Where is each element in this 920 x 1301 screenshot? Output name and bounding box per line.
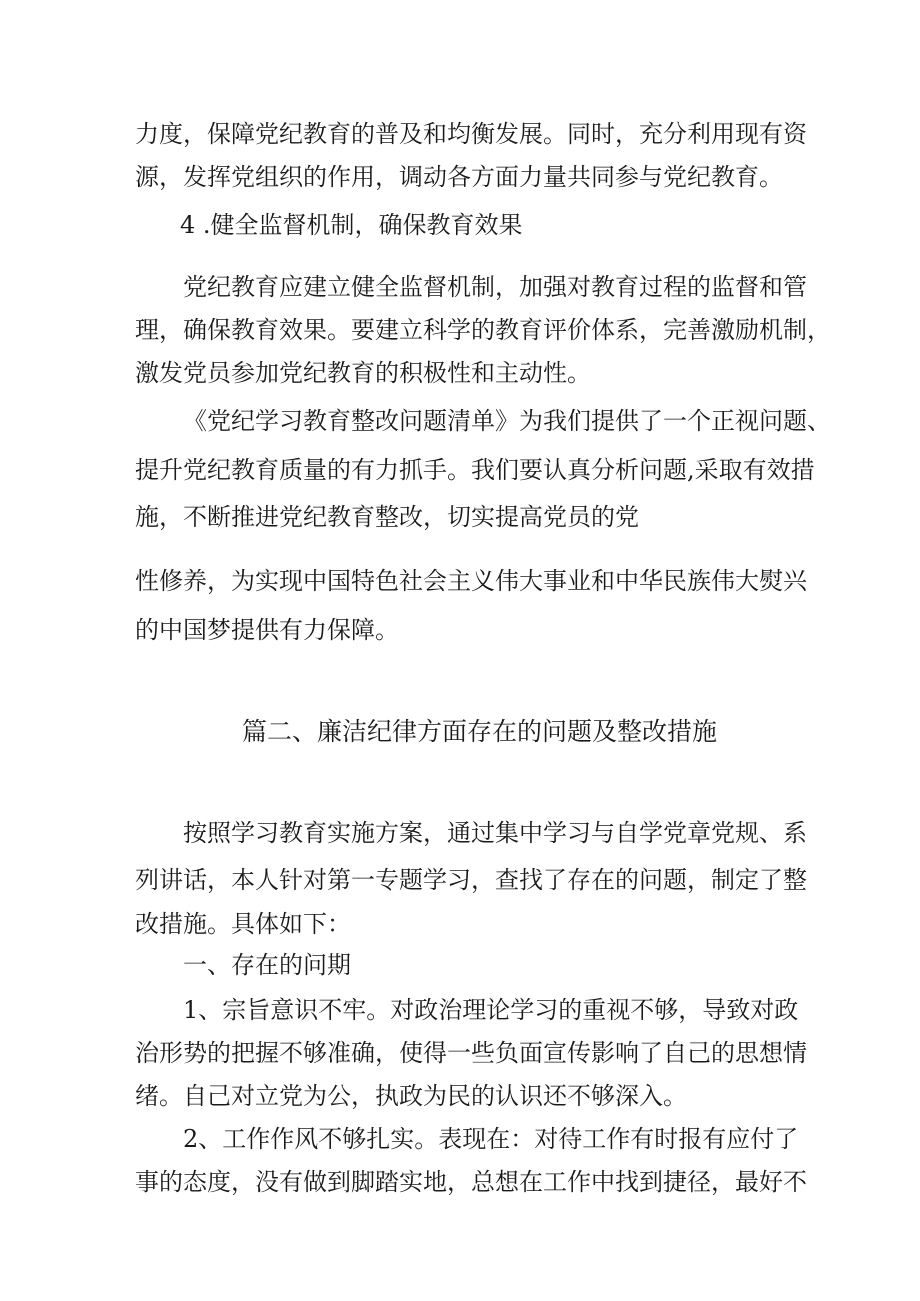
paragraph-line: 列讲话，本人针对第一专题学习，查找了存在的问题，制定了整 (135, 866, 807, 894)
subsection-title: 一、存在的问期 (183, 951, 351, 979)
paragraph-line: 1、宗旨意识不牢。对政治理论学习的重视不够，导致对政 (183, 996, 799, 1024)
paragraph-line: 改措施。具体如下： (135, 910, 351, 938)
paragraph-line: 《党纪学习教育整改问题清单》为我们提供了一个正视问题、 (183, 407, 831, 435)
paragraph-line: 绪。自己对立党为公，执政为民的认识还不够深入。 (135, 1082, 687, 1110)
paragraph-line: 的中国梦提供有力保障。 (135, 616, 399, 644)
paragraph-line: 事的态度，没有做到脚踏实地，总想在工作中找到捷径，最好不 (135, 1168, 807, 1196)
section-title: 篇二、廉洁纪律方面存在的问题及整改措施 (242, 717, 718, 746)
paragraph-line: 理，确保教育效果。要建立科学的教育评价体系，完善激励机制， (135, 316, 831, 344)
item-title: 4 .健全监督机制，确保教育效果 (180, 211, 523, 239)
paragraph-line: 激发党员参加党纪教育的积极性和主动性。 (135, 359, 591, 387)
paragraph-line: 源，发挥党组织的作用，调动各方面力量共同参与党纪教育。 (135, 163, 783, 191)
paragraph-line: 治形势的把握不够准确，使得一些负面宣传影响了自己的思想情 (135, 1039, 807, 1067)
paragraph-line: 施，不断推进党纪教育整改，切实提高党员的党 (135, 503, 639, 531)
paragraph-line: 提升党纪教育质量的有力抓手。我们要认真分析问题,采取有效措 (135, 456, 815, 484)
paragraph-line: 2、工作作风不够扎实。表现在：对待工作有时报有应付了 (183, 1125, 799, 1153)
paragraph-line: 党纪教育应建立健全监督机制，加强对教育过程的监督和管 (183, 273, 807, 301)
paragraph-line: 力度，保障党纪教育的普及和均衡发展。同时，充分利用现有资 (135, 120, 807, 148)
paragraph-line: 性修养，为实现中国特色社会主义伟大事业和中华民族伟大熨兴 (135, 567, 807, 595)
paragraph-line: 按照学习教育实施方案，通过集中学习与自学党章党规、系 (183, 819, 807, 847)
